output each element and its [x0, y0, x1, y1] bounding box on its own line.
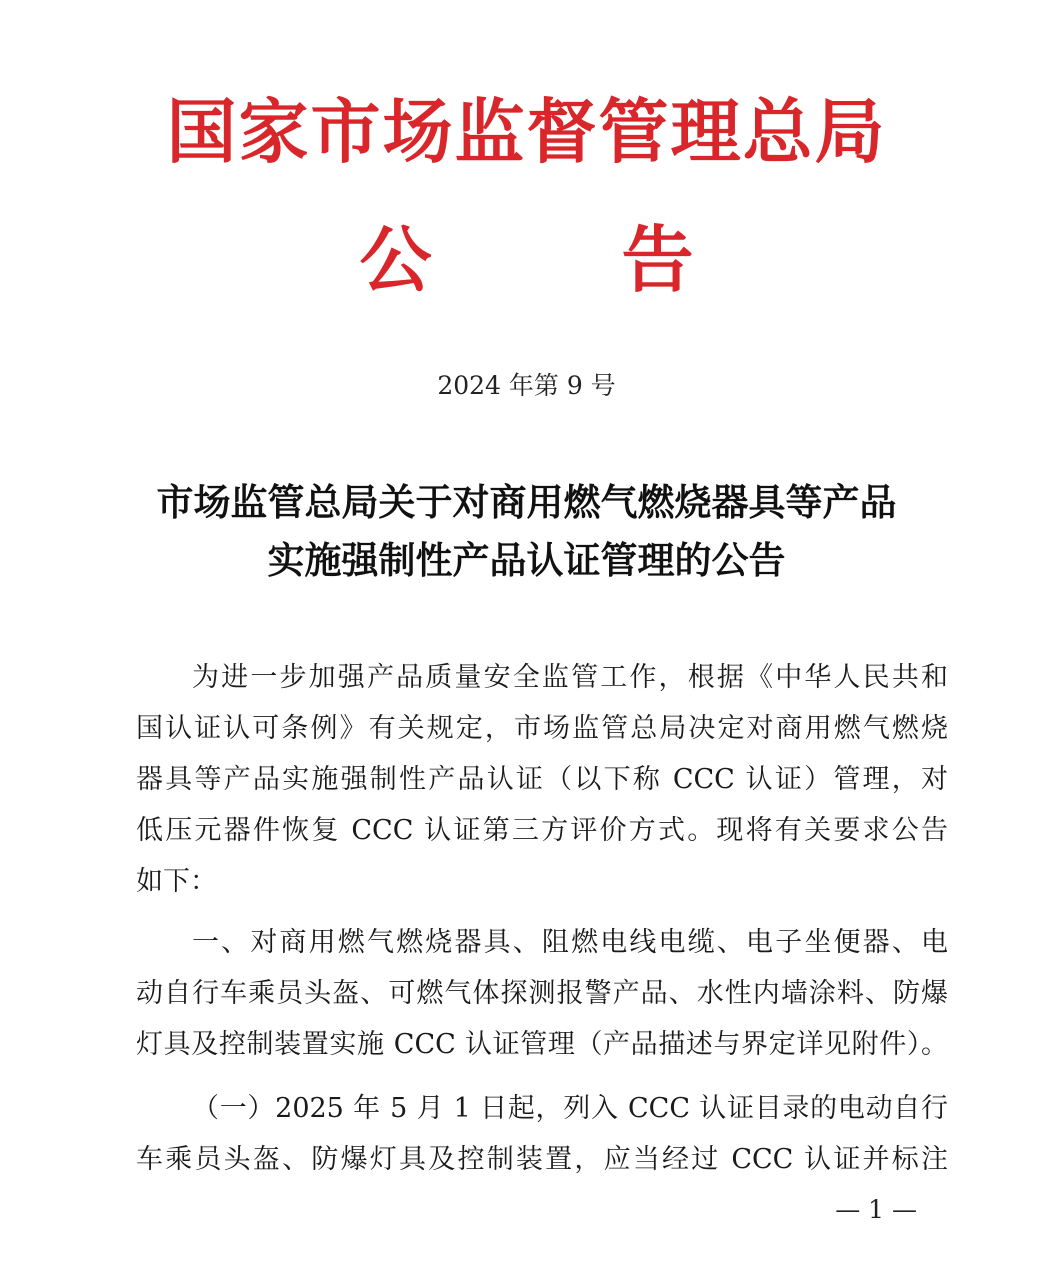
body-line: 如下： — [136, 866, 217, 897]
document-type-heading: 公告 — [359, 217, 884, 302]
body-line: 车乘员头盔、防爆灯具及控制装置，应当经过 CCC 认证并标注 — [136, 1144, 948, 1175]
body-line: 低压元器件恢复 CCC 认证第三方评价方式。现将有关要求公告 — [136, 815, 948, 846]
document-number: 2024 年第 9 号 — [437, 371, 616, 400]
page-number: — 1 — — [835, 1195, 917, 1224]
body-line: 动自行车乘员头盔、可燃气体探测报警产品、水性内墙涂料、防爆 — [136, 978, 948, 1009]
body-line: 国认证认可条例》有关规定，市场监管总局决定对商用燃气燃烧 — [136, 713, 948, 744]
body-paragraph-intro — [136, 652, 948, 907]
body-line: 器具等产品实施强制性产品认证（以下称 CCC 认证）管理，对 — [136, 764, 948, 795]
announcement-title — [0, 474, 1053, 590]
title-line-1: 市场监管总局关于对商用燃气燃烧器具等产品 — [156, 481, 897, 524]
body-line: 一、对商用燃气燃烧器具、阻燃电线电缆、电子坐便器、电 — [192, 927, 948, 958]
body-paragraph-item-1 — [136, 917, 948, 1070]
body-paragraph-subitem-1 — [136, 1083, 948, 1185]
issuing-authority-header: 国家市场监督管理总局 — [166, 90, 887, 173]
body-line: 为进一步加强产品质量安全监管工作，根据《中华人民共和 — [192, 662, 948, 693]
body-line: 灯具及控制装置实施 CCC 认证管理（产品描述与界定详见附件）。 — [136, 1029, 948, 1060]
title-line-2: 实施强制性产品认证管理的公告 — [267, 539, 786, 582]
body-line: （一）2025 年 5 月 1 日起，列入 CCC 认证目录的电动自行 — [192, 1093, 948, 1124]
